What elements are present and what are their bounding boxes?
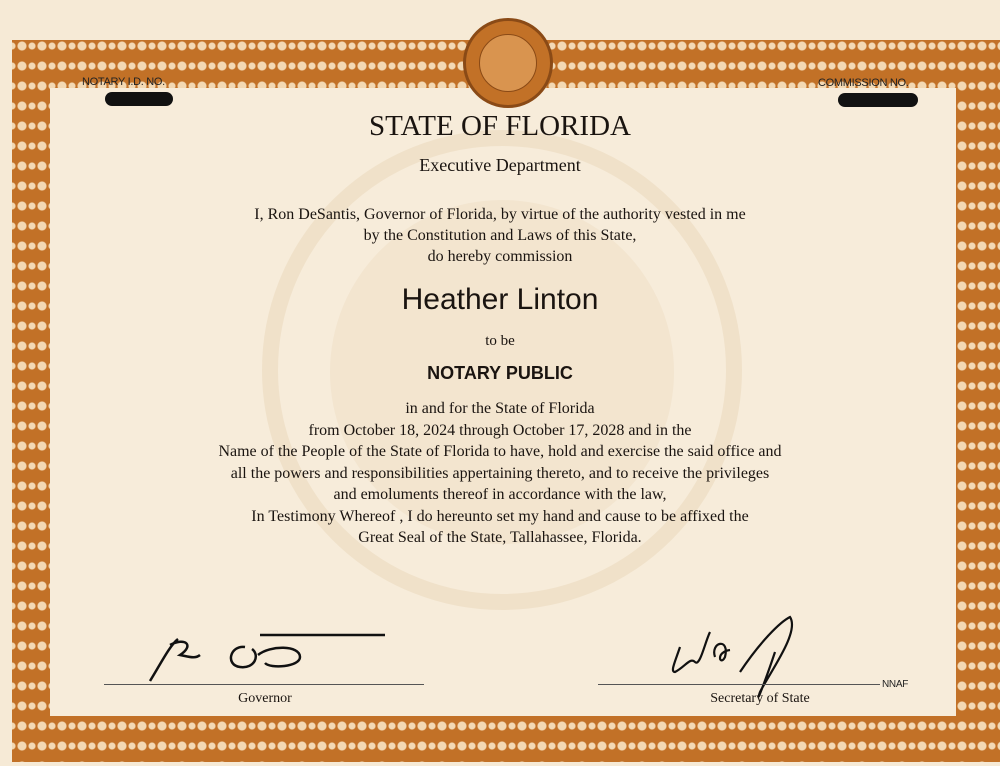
intro-line: do hereby commission [427,248,573,265]
body-line: Name of the People of the State of Florida to have, hold and exercise the said office and [218,443,782,460]
commissioned-name: Heather Linton [401,283,599,316]
body-line: from October 18, 2024 through October 17, 2028 and in the [308,421,692,439]
commission-label: COMMISSION NO. [818,77,909,89]
governor-signature [140,625,400,685]
intro-line: by the Constitution and Laws of this State, [363,227,637,244]
secretary-signature-line [598,684,880,685]
body-line: all the powers and responsibilities appertaining thereto, and to receive the privileges [230,464,770,482]
state-seal-icon [463,18,553,108]
redacted-commission-no [838,93,918,107]
body-line: Great Seal of the State, Tallahassee, Florida. [358,529,642,546]
body-line: and emoluments thereof in accordance with the law, [333,486,667,503]
governor-label: Governor [238,691,292,706]
intro-line: I, Ron DeSantis, Governor of Florida, by virtue of the authority vested in me [254,206,746,223]
body-text [0,398,1000,549]
redacted-notary-id [105,92,173,106]
governor-signature-line [104,684,424,685]
to-be-text: to be [485,333,515,349]
office-title: NOTARY PUBLIC [427,363,573,383]
subtitle: Executive Department [419,155,581,175]
notary-id-label: NOTARY I.D. NO. [82,76,165,88]
form-code: NNAF [882,679,909,690]
page-title: STATE OF FLORIDA [369,110,631,142]
secretary-label: Secretary of State [710,691,810,706]
body-line: In Testimony Whereof , I do hereunto set my hand and cause to be affixed the [251,507,749,525]
intro-text [0,204,1000,267]
body-line: in and for the State of Florida [405,400,595,417]
